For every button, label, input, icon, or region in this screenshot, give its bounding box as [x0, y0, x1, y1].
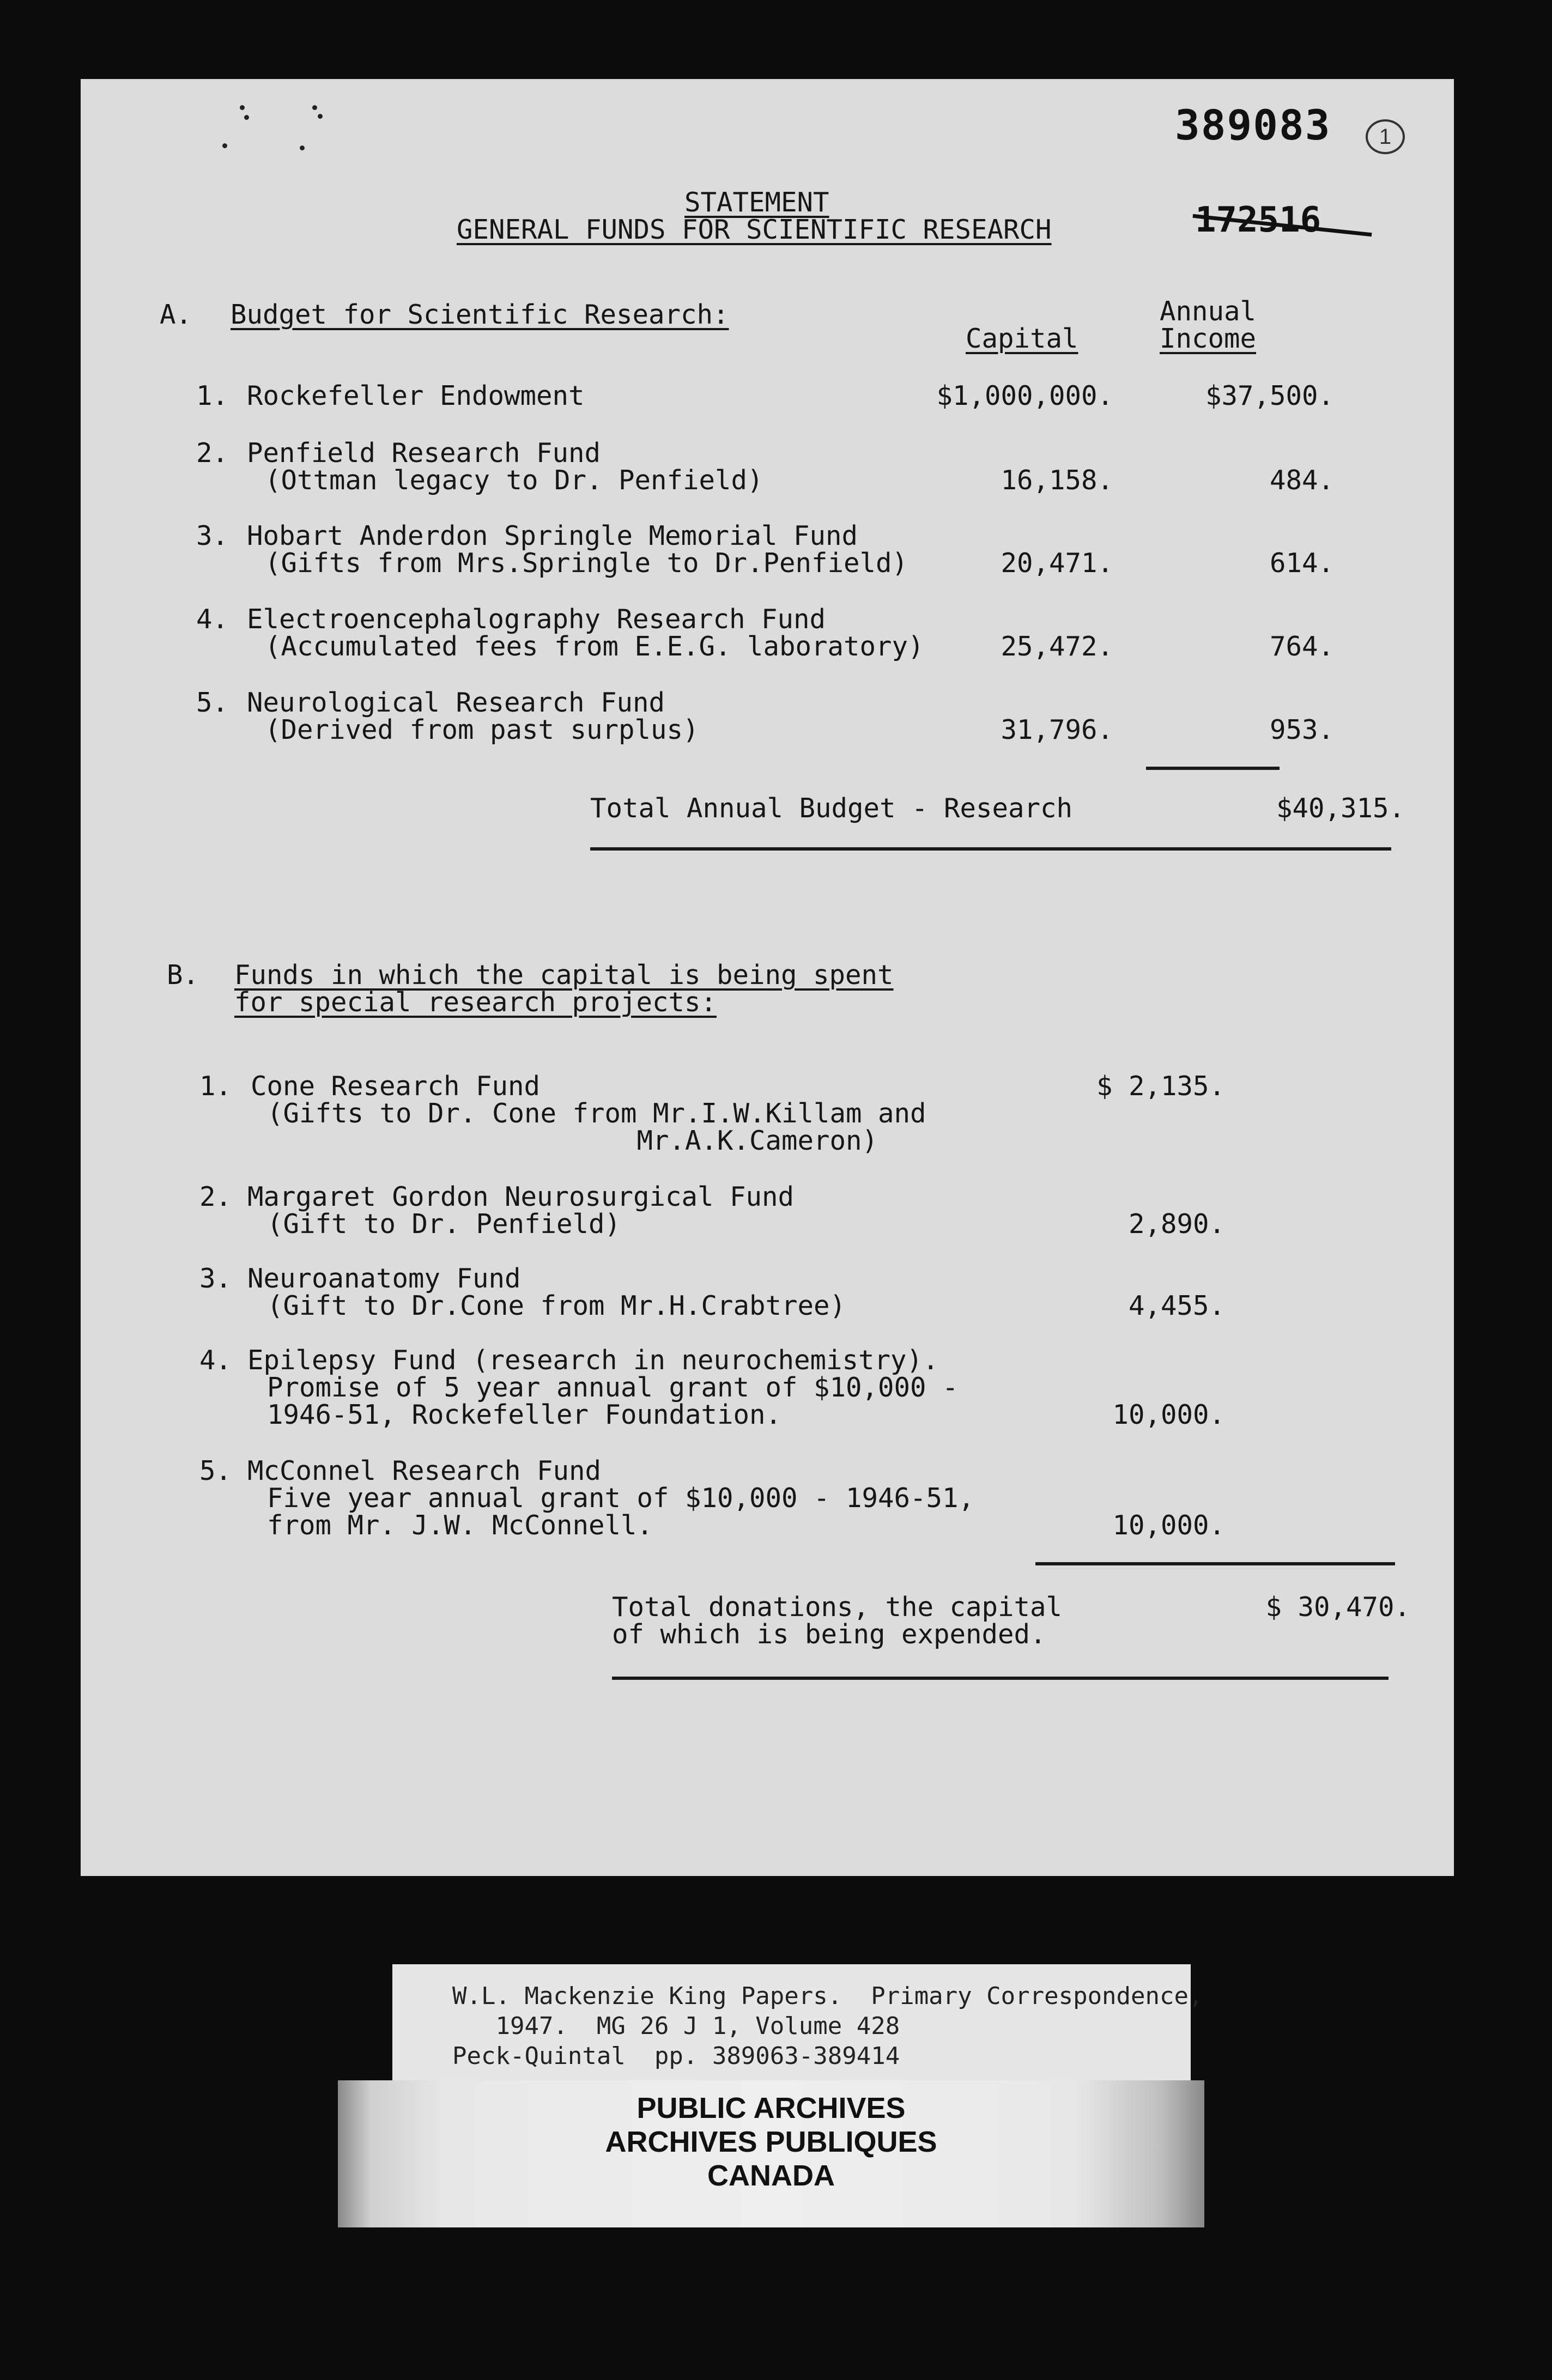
- a-item-2-name: Penfield Research Fund: [247, 438, 601, 469]
- speck: [222, 143, 227, 148]
- archive-reference-line1: W.L. Mackenzie King Papers. Primary Correspondence,: [452, 1982, 1203, 2010]
- a-item-3-capital: 20,471.: [1001, 548, 1113, 579]
- a-item-5-note: (Derived from past surplus): [265, 714, 699, 745]
- b-item-1-number: 1.: [199, 1071, 232, 1102]
- section-b-heading-line1: Funds in which the capital is being spent: [234, 960, 894, 991]
- section-b-letter: B.: [167, 960, 199, 991]
- a-item-4-number: 4.: [196, 604, 229, 635]
- section-b-heading-line2: for special research projects:: [234, 987, 717, 1018]
- a-item-1-income: $37,500.: [1205, 380, 1334, 411]
- archive-stamp-band: [338, 2080, 1204, 2227]
- b-item-5-number: 5.: [199, 1455, 232, 1486]
- a-item-5-income: 953.: [1269, 714, 1334, 745]
- title-statement: STATEMENT: [684, 187, 829, 218]
- b-item-2-number: 2.: [199, 1181, 232, 1212]
- a-item-2-capital: 16,158.: [1001, 465, 1113, 496]
- b-item-5-note: Five year annual grant of $10,000 - 1946-51,: [267, 1483, 975, 1514]
- subtotal-rule: [1146, 767, 1280, 770]
- a-item-3-note: (Gifts from Mrs.Springle to Dr.Penfield): [265, 548, 908, 579]
- section-b-total-label-line2: of which is being expended.: [612, 1619, 1046, 1650]
- column-annual-header: Annual: [1160, 296, 1257, 327]
- b-item-5-note-cont: from Mr. J.W. McConnell.: [267, 1510, 653, 1541]
- speck: [318, 114, 323, 119]
- archive-reference-line3: Peck-Quintal pp. 389063-389414: [452, 2042, 900, 2070]
- a-item-4-name: Electroencephalography Research Fund: [247, 604, 826, 635]
- a-item-2-income: 484.: [1269, 465, 1334, 496]
- b-item-4-number: 4.: [199, 1345, 232, 1376]
- document-number: 389083: [1175, 101, 1331, 149]
- section-a-letter: A.: [160, 299, 192, 330]
- archive-stamp-line3: CANADA: [707, 2159, 835, 2192]
- circled-page-mark: 1: [1366, 119, 1405, 154]
- section-a-total-value: $40,315.: [1276, 793, 1405, 824]
- section-a-heading: Budget for Scientific Research:: [231, 299, 729, 330]
- a-item-5-number: 5.: [196, 687, 229, 718]
- speck: [240, 105, 245, 110]
- b-item-3-note: (Gift to Dr.Cone from Mr.H.Crabtree): [267, 1290, 846, 1321]
- a-item-4-note: (Accumulated fees from E.E.G. laboratory): [265, 631, 924, 662]
- b-item-3-number: 3.: [199, 1263, 232, 1294]
- a-item-4-capital: 25,472.: [1001, 631, 1113, 662]
- column-capital-header: Capital: [966, 323, 1078, 354]
- section-b-total-value: $ 30,470.: [1265, 1592, 1410, 1623]
- a-item-1-name: Rockefeller Endowment: [247, 380, 585, 411]
- b-item-1-note: (Gifts to Dr. Cone from Mr.I.W.Killam and: [267, 1098, 926, 1129]
- section-a-total-rule: [590, 847, 1391, 851]
- b-item-1-amount: $ 2,135.: [1096, 1071, 1225, 1102]
- speck: [244, 115, 249, 120]
- archive-reference-line2: 1947. MG 26 J 1, Volume 428: [452, 2012, 900, 2040]
- old-document-number: 172516: [1195, 200, 1321, 240]
- section-a-total-label: Total Annual Budget - Research: [590, 793, 1073, 824]
- b-item-2-note: (Gift to Dr. Penfield): [267, 1209, 621, 1240]
- archive-stamp-line2: ARCHIVES PUBLIQUES: [605, 2126, 937, 2158]
- b-item-4-amount: 10,000.: [1112, 1399, 1225, 1430]
- b-item-5-name: McConnel Research Fund: [247, 1455, 602, 1486]
- a-item-3-number: 3.: [196, 520, 229, 551]
- b-item-2-name: Margaret Gordon Neurosurgical Fund: [247, 1181, 795, 1212]
- b-item-2-amount: 2,890.: [1128, 1209, 1225, 1240]
- b-item-3-amount: 4,455.: [1128, 1290, 1225, 1321]
- archive-stamp-line1: PUBLIC ARCHIVES: [636, 2092, 906, 2124]
- section-b-total-label-line1: Total donations, the capital: [612, 1592, 1063, 1623]
- b-item-1-note-cont: Mr.A.K.Cameron): [267, 1125, 878, 1156]
- a-item-4-income: 764.: [1269, 631, 1334, 662]
- b-item-4-note: Promise of 5 year annual grant of $10,000 -: [267, 1372, 959, 1403]
- column-income-header: Income: [1160, 323, 1257, 354]
- b-item-4-note-cont: 1946-51, Rockefeller Foundation.: [267, 1399, 782, 1430]
- a-item-5-capital: 31,796.: [1001, 714, 1113, 745]
- a-item-2-note: (Ottman legacy to Dr. Penfield): [265, 465, 763, 496]
- document-page: [81, 79, 1454, 1876]
- b-item-1-name: Cone Research Fund: [251, 1071, 541, 1102]
- a-item-3-name: Hobart Anderdon Springle Memorial Fund: [247, 520, 858, 551]
- b-item-4-name: Epilepsy Fund (research in neurochemistry).: [247, 1345, 939, 1376]
- a-item-5-name: Neurological Research Fund: [247, 687, 665, 718]
- section-b-subtotal-rule: [1035, 1562, 1395, 1565]
- title-general-funds: GENERAL FUNDS FOR SCIENTIFIC RESEARCH: [457, 214, 1052, 245]
- a-item-1-capital: $1,000,000.: [936, 380, 1113, 411]
- speck: [312, 105, 317, 110]
- speck: [300, 145, 305, 150]
- section-b-total-rule: [612, 1677, 1389, 1680]
- b-item-5-amount: 10,000.: [1112, 1510, 1225, 1541]
- a-item-3-income: 614.: [1269, 548, 1334, 579]
- b-item-3-name: Neuroanatomy Fund: [247, 1263, 521, 1294]
- a-item-2-number: 2.: [196, 438, 229, 469]
- a-item-1-number: 1.: [196, 380, 229, 411]
